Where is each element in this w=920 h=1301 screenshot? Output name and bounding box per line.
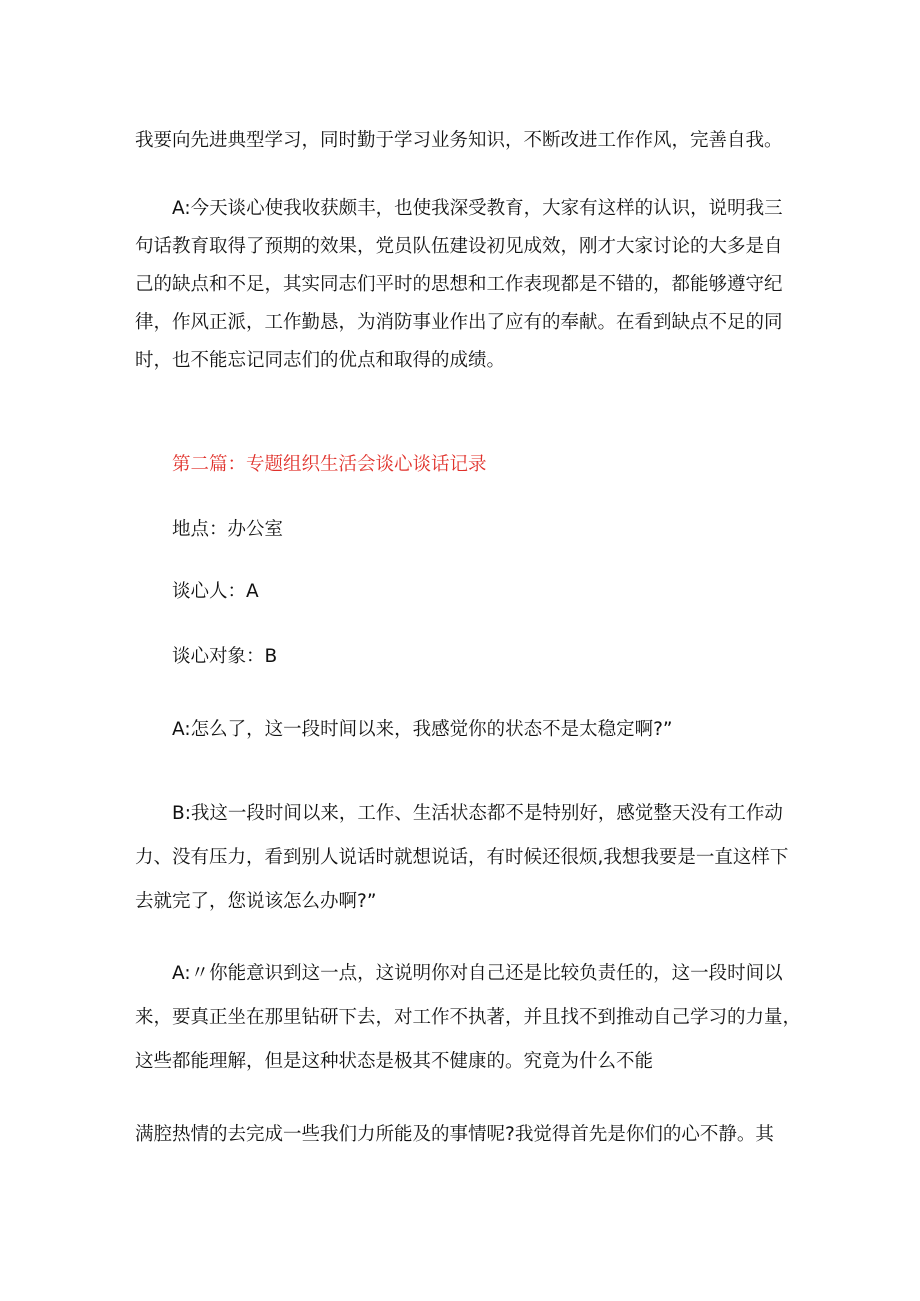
paragraph-a-summary (135, 190, 790, 380)
dialogue-a-question (135, 711, 790, 749)
text-line: A:今天谈心使我收获颇丰，也使我深受教育，大家有这样的认识，说明我三 (172, 198, 783, 219)
text-line: 我要向先进典型学习，同时勤于学习业务知识，不断改进工作作风，完善自我。 (135, 130, 783, 151)
text-line: 己的缺点和不足，其实同志们平时的思想和工作表现都是不错的，都能够遵守纪 (135, 274, 783, 295)
text-line: 力、没有压力，看到别人说话时就想说话，有时候还很烦,我想我要是一直这样下 (135, 847, 789, 868)
text-line: 律，作风正派，工作勤恳，为消防事业作出了应有的奉献。在看到缺点不足的同 (135, 312, 783, 333)
location-text: 地点：办公室 (172, 519, 284, 540)
text-line: 去就完了，您说该怎么办啊?” (135, 891, 377, 912)
meta-target (135, 638, 790, 676)
text-line: 来，要真正坐在那里钻研下去，对工作不执著，并且找不到推动自己学习的力量， (135, 1007, 802, 1028)
dialogue-b-reply (135, 795, 790, 921)
text-line: B:我这一段时间以来，工作、生活状态都不是特别好，感觉整天没有工作动 (172, 803, 783, 824)
paragraph-continuation (135, 122, 790, 160)
text-line: 这些都能理解，但是这种状态是极其不健康的。究竟为什么不能 (135, 1051, 654, 1072)
text-line: 满腔热情的去完成一些我们力所能及的事情呢?我觉得首先是你们的心不静。其 (135, 1124, 774, 1145)
text-line: A:怎么了，这一段时间以来，我感觉你的状态不是太稳定啊?” (172, 719, 673, 740)
text-line: 时，也不能忘记同志们的优点和取得的成绩。 (135, 350, 506, 371)
talker-text: 谈心人：A (172, 581, 259, 602)
target-text: 谈心对象：B (172, 646, 278, 667)
text-line: A:〃你能意识到这一点，这说明你对自己还是比较负责任的，这一段时间以 (172, 963, 783, 984)
text-line: 句话教育取得了预期的效果，党员队伍建设初见成效，刚才大家讨论的大多是自 (135, 236, 783, 257)
heading-text: 第二篇：专题组织生活会谈心谈话记录 (172, 454, 487, 475)
meta-location (135, 511, 790, 549)
paragraph-tail (135, 1116, 790, 1154)
meta-talker (135, 573, 790, 611)
dialogue-a-response (135, 955, 802, 1081)
section-heading (135, 446, 790, 484)
